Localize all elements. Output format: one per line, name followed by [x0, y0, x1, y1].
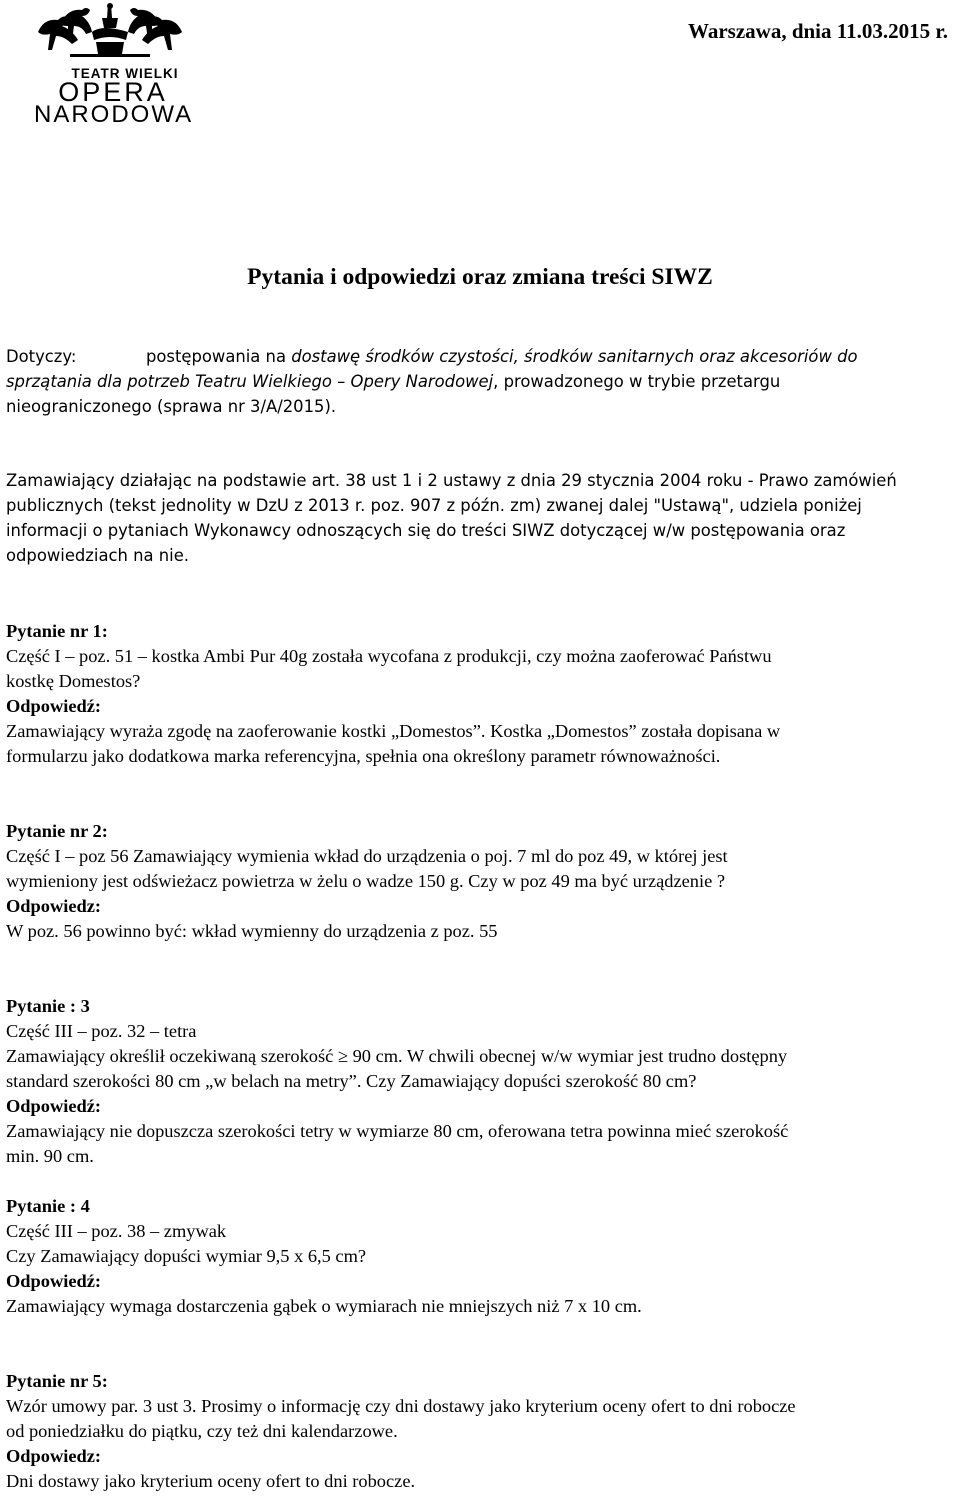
question-3-heading: Pytanie : 3: [6, 996, 90, 1016]
answer-5-label: Odpowiedz:: [6, 1446, 102, 1466]
question-3-text-line: standard szerokości 80 cm „w belach na metry”. Czy Zamawiający dopuści szerokość 80 cm?: [6, 1071, 697, 1091]
question-3-text-line: Zamawiający określił oczekiwaną szerokość ≥ 90 cm. W chwili obecnej w/w wymiar jest trudno dostępny: [6, 1046, 788, 1066]
question-1-heading: Pytanie nr 1:: [6, 621, 108, 641]
question-4-text-line: Czy Zamawiający dopuści wymiar 9,5 x 6,5 cm?: [6, 1246, 367, 1266]
question-1-text-line: Część I – poz. 51 – kostka Ambi Pur 40g została wycofana z produkcji, czy można zaoferować Państwu: [6, 646, 772, 666]
question-4-heading: Pytanie : 4: [6, 1196, 90, 1216]
question-2-heading: Pytanie nr 2:: [6, 821, 108, 841]
opera-logo: [30, 2, 194, 128]
answer-5-text-line: Dni dostawy jako kryterium oceny ofert to dni robocze.: [6, 1471, 416, 1491]
answer-3-text-line: min. 90 cm.: [6, 1146, 94, 1166]
dotyczy-line-2: [6, 369, 956, 395]
dotyczy-text-c: nieograniczonego (sprawa nr 3/A/2015).: [6, 397, 337, 416]
answer-4-label: Odpowiedź:: [6, 1271, 102, 1291]
answer-2-label: Odpowiedz:: [6, 896, 102, 916]
logo-text-opera: OPERA: [58, 77, 168, 107]
intro-line-3: informacji o pytaniach Wykonawcy odnoszących się do treści SIWZ dotyczącej w/w postępowania oraz: [6, 521, 846, 540]
answer-4-text-line: Zamawiający wymaga dostarczenia gąbek o wymiarach nie mniejszych niż 7 x 10 cm.: [6, 1296, 642, 1316]
logo-text-narodowa: NARODOWA: [34, 101, 194, 128]
dotyczy-text-b: , prowadzonego w trybie przetargu: [493, 372, 781, 391]
question-5-heading: Pytanie nr 5:: [6, 1371, 108, 1391]
dotyczy-subject-italic-b: sprzątania dla potrzeb Teatru Wielkiego – Opery Narodowej: [6, 372, 494, 391]
question-3-text-line: Część III – poz. 32 – tetra: [6, 1021, 197, 1041]
answer-2-text-line: W poz. 56 powinno być: wkład wymienny do urządzenia z poz. 55: [6, 921, 498, 941]
answer-1-text-line: Zamawiający wyraża zgodę na zaoferowanie kostki „Domestos”. Kostka „Domestos” została dopisana w: [6, 721, 781, 741]
question-5-text-line: od poniedziałku do piątku, czy też dni kalendarzowe.: [6, 1421, 398, 1441]
question-4-text-line: Część III – poz. 38 – zmywak: [6, 1221, 227, 1241]
answer-1-label: Odpowiedź:: [6, 696, 102, 716]
dotyczy-subject-italic-a: dostawę środków czystości, środków sanitarnych oraz akcesoriów do: [291, 347, 858, 366]
question-2-text-line: Część I – poz 56 Zamawiający wymienia wkład do urządzenia o poj. 7 ml do poz 49, w której jest: [6, 846, 728, 866]
question-1-text-line: kostkę Domestos?: [6, 671, 141, 691]
dotyczy-label: Dotyczy:: [6, 347, 77, 366]
answer-1-text-line: formularzu jako dodatkowa marka referencyjna, spełnia ona określony parametr równoważności.: [6, 746, 721, 766]
intro-line-1: Zamawiający działając na podstawie art. 38 ust 1 i 2 ustawy z dnia 29 stycznia 2004 roku - Prawo zamówień: [6, 471, 897, 490]
dotyczy-line-1: [6, 344, 956, 370]
dotyczy-text-a: postępowania na: [146, 347, 292, 366]
city-date: Warszawa, dnia 11.03.2015 r.: [688, 19, 948, 43]
logo-text-teatr-wielki: TEATR WIELKI: [71, 66, 179, 81]
page-title: Pytania i odpowiedzi oraz zmiana treści SIWZ: [247, 264, 713, 290]
quadriga-sculpture-icon: [30, 2, 190, 64]
answer-3-label: Odpowiedź:: [6, 1096, 102, 1116]
question-5-text-line: Wzór umowy par. 3 ust 3. Prosimy o informację czy dni dostawy jako kryterium oceny ofert to dni robocze: [6, 1396, 796, 1416]
dotyczy-line-3: [6, 394, 956, 420]
intro-line-4: odpowiedziach na nie.: [6, 546, 190, 565]
question-2-text-line: wymieniony jest odświeżacz powietrza w żelu o wadze 150 g. Czy w poz 49 ma być urządzenie ?: [6, 871, 726, 891]
answer-3-text-line: Zamawiający nie dopuszcza szerokości tetry w wymiarze 80 cm, oferowana tetra powinna mieć szerokość: [6, 1121, 789, 1141]
intro-line-2: publicznych (tekst jednolity w DzU z 2013 r. poz. 907 z późn. zm) zwanej dalej "Ustawą", udziela poniżej: [6, 496, 862, 515]
